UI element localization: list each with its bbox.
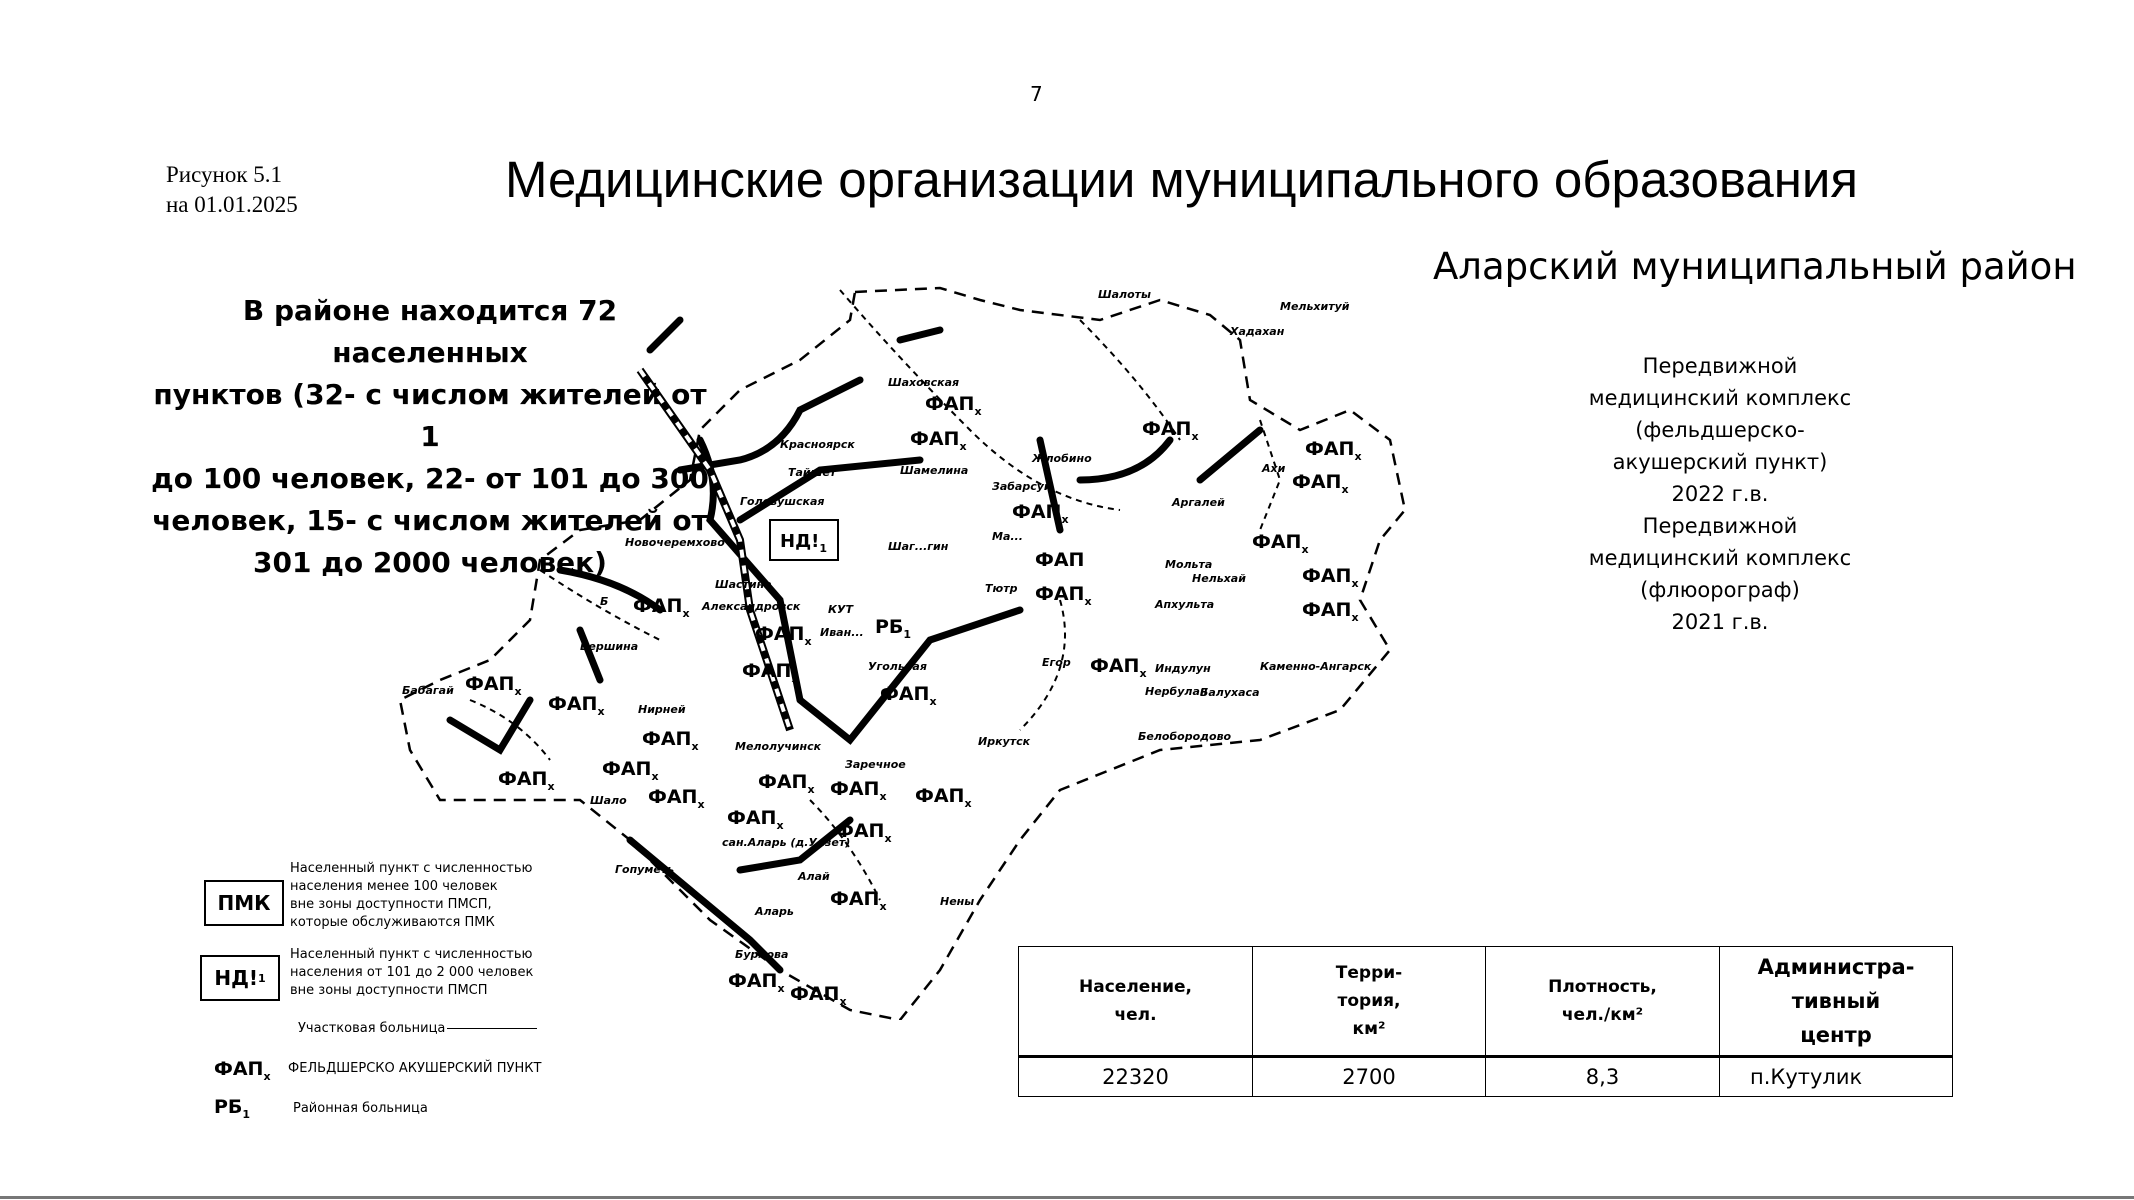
figure-number: Рисунок 5.1 bbox=[166, 162, 282, 187]
mobile-line: 2022 г.в. bbox=[1671, 482, 1769, 506]
place-name: Индулун bbox=[1155, 662, 1211, 675]
place-name: Мольта bbox=[1165, 558, 1213, 571]
fap-marker: $ФАП_х$ bbox=[830, 778, 887, 803]
place-name: Заречное bbox=[845, 758, 906, 771]
place-name: Шалоты bbox=[1098, 288, 1151, 301]
place-name: Каменно-Ангарск bbox=[1260, 660, 1372, 673]
fap-marker: $ФАП_х$ bbox=[1090, 655, 1147, 680]
place-name: Нирней bbox=[638, 703, 686, 716]
place-name: Нельхай bbox=[1192, 572, 1246, 585]
legend-line: которые обслуживаются ПМК bbox=[290, 915, 495, 930]
fap-marker: $ФАП_х$ bbox=[602, 758, 659, 783]
place-name: Угольная bbox=[868, 660, 927, 673]
header-population: Население, чел. bbox=[1019, 947, 1253, 1057]
legend-rb-text: Районная больница bbox=[293, 1101, 428, 1116]
place-name: Тайшет bbox=[788, 466, 837, 479]
main-roads bbox=[450, 320, 1260, 970]
fap-marker: $ФАП_х$ bbox=[880, 683, 937, 708]
nd-map-label: $НД!_1$ bbox=[780, 531, 827, 555]
place-name: Шаховская bbox=[888, 376, 960, 389]
place-name: Шаг...гин bbox=[888, 540, 949, 553]
page-title: Медицинские организации муниципального образования bbox=[505, 151, 1858, 208]
mobile-line: (фельдшерско- bbox=[1635, 418, 1805, 442]
place-name: Забарсуи bbox=[992, 480, 1052, 493]
mobile-line: акушерский пункт) bbox=[1612, 450, 1828, 474]
place-name: Мельхитуй bbox=[1280, 300, 1350, 313]
bottom-rule bbox=[0, 1196, 2134, 1199]
fap-marker: $ФАП_х$ bbox=[915, 785, 972, 810]
place-name: Апхульта bbox=[1155, 598, 1215, 611]
fap-marker: $ФАП_х$ bbox=[1302, 565, 1359, 590]
value-density: 8,3 bbox=[1486, 1057, 1720, 1097]
legend-nd-sub: 1 bbox=[258, 971, 266, 985]
district-stats-table bbox=[1018, 946, 1953, 1097]
fap-marker: $ФАП_х$ bbox=[642, 728, 699, 753]
place-name: сан.Аларь (д.Улзет) bbox=[722, 836, 851, 849]
legend-line: населения от 101 до 2 000 человек bbox=[290, 965, 534, 980]
fap-marker: $ФАП_х$ bbox=[910, 428, 967, 453]
mobile-line: (флюорограф) bbox=[1640, 578, 1800, 602]
place-name: Егор bbox=[1042, 656, 1071, 669]
place-name: Шало bbox=[590, 794, 627, 807]
fap-marker: $ФАП_х$ bbox=[925, 393, 982, 418]
fap-marker: $ФАП_х$ bbox=[1252, 531, 1309, 556]
district-boundary bbox=[400, 288, 1405, 1020]
fap-marker: $ФАП_х$ bbox=[755, 623, 812, 648]
page-number: 7 bbox=[1030, 82, 1043, 106]
place-name: Головушская bbox=[740, 495, 825, 508]
fap-marker: $ФАП_х$ bbox=[835, 820, 892, 845]
fap-marker: $ФАП_х$ bbox=[1142, 418, 1199, 443]
legend-line: Населенный пункт с численностью bbox=[290, 861, 533, 876]
fap-marker: ФАП bbox=[1035, 549, 1085, 571]
fap-marker: $ФАП_х$ bbox=[548, 693, 605, 718]
district-map bbox=[380, 280, 1410, 1020]
mobile-complexes-note bbox=[1570, 350, 1870, 638]
fap-marker: $ФАП_х$ bbox=[1035, 583, 1092, 608]
place-name: Аларь bbox=[755, 905, 794, 918]
fap-marker: $ФАП_х$ bbox=[758, 771, 815, 796]
legend-pmk-text bbox=[290, 860, 532, 932]
legend-nd-label: НД! bbox=[214, 966, 258, 990]
table-header-row bbox=[1019, 947, 1953, 1057]
place-name: Ма... bbox=[992, 530, 1023, 543]
place-name: Хадахан bbox=[1230, 325, 1285, 338]
summary-line: В районе находится 72 населенных bbox=[242, 294, 618, 369]
fap-marker: $ФАП_х$ bbox=[790, 983, 847, 1008]
fap-marker: $ФАП_х$ bbox=[830, 888, 887, 913]
fap-marker: $ФАП_х$ bbox=[648, 786, 705, 811]
summary-line: до 100 человек, 22- от 101 до 300 bbox=[151, 462, 709, 495]
mobile-line: медицинский комплекс bbox=[1588, 386, 1852, 410]
header-density: Плотность, чел./км² bbox=[1486, 947, 1720, 1057]
place-name: Мелолучинск bbox=[735, 740, 822, 753]
place-name: Жлобино bbox=[1032, 452, 1092, 465]
legend-rb-symbol: $РБ_1$ bbox=[214, 1096, 251, 1121]
place-name: Гопуметь bbox=[615, 863, 675, 876]
header-territory: Терри- тория, км² bbox=[1253, 947, 1486, 1057]
place-name: Шастина bbox=[715, 578, 772, 591]
legend-line: вне зоны доступности ПМСП bbox=[290, 983, 488, 998]
value-territory: 2700 bbox=[1253, 1057, 1486, 1097]
place-name: КУТ bbox=[828, 603, 853, 616]
legend-nd-text bbox=[290, 946, 533, 1000]
place-name: Бурлова bbox=[735, 948, 789, 961]
legend-line: вне зоны доступности ПМСП, bbox=[290, 897, 492, 912]
place-name: Бабагай bbox=[402, 684, 454, 697]
mobile-line: 2021 г.в. bbox=[1671, 610, 1769, 634]
legend-hospital-label: Участковая больница bbox=[298, 1021, 446, 1036]
place-name: Иркутск bbox=[978, 735, 1031, 748]
place-name: Ахи bbox=[1262, 462, 1286, 475]
fap-marker: $ФАП_х$ bbox=[742, 660, 799, 685]
place-name: Б bbox=[600, 595, 609, 608]
legend-fap-text: ФЕЛЬДШЕРСКО АКУШЕРСКИЙ ПУНКТ bbox=[288, 1061, 542, 1076]
place-name: Новочеремхово bbox=[625, 536, 725, 549]
legend-hospital-line bbox=[298, 1020, 537, 1038]
fap-marker: $ФАП_х$ bbox=[498, 768, 555, 793]
district-hospital-marker: $РБ_1$ bbox=[875, 616, 912, 641]
mobile-line: Передвижной bbox=[1642, 514, 1798, 538]
place-name: Нербулан bbox=[1145, 685, 1208, 698]
figure-date: на 01.01.2025 bbox=[166, 192, 298, 217]
district-name: Аларский муниципальный район bbox=[1433, 245, 2077, 288]
fap-marker: $ФАП_х$ bbox=[1012, 501, 1069, 526]
legend-line: населения менее 100 человек bbox=[290, 879, 498, 894]
table-row bbox=[1019, 1057, 1953, 1097]
figure-label bbox=[166, 160, 298, 220]
place-name: Вершина bbox=[580, 640, 639, 653]
fap-marker: $ФАП_х$ bbox=[727, 807, 784, 832]
legend-pmk-box: ПМК bbox=[204, 880, 284, 926]
fap-marker: $ФАП_х$ bbox=[1302, 599, 1359, 624]
summary-line: пунктов (32- с числом жителей от 1 bbox=[153, 378, 707, 453]
legend-nd-box bbox=[200, 955, 280, 1001]
fap-marker: $ФАП_х$ bbox=[1292, 471, 1349, 496]
fap-marker: $ФАП_х$ bbox=[465, 673, 522, 698]
header-admin-center: Администра- тивный центр bbox=[1720, 947, 1953, 1057]
legend-line-sample bbox=[447, 1028, 537, 1029]
place-name: Аргалей bbox=[1172, 496, 1225, 509]
summary-line: человек, 15- с числом жителей от bbox=[152, 504, 708, 537]
mobile-line: медицинский комплекс bbox=[1588, 546, 1852, 570]
place-name: Иван... bbox=[820, 626, 864, 639]
fap-marker: $ФАП_х$ bbox=[728, 970, 785, 995]
place-name: Белобородово bbox=[1138, 730, 1232, 743]
fap-marker: $ФАП_х$ bbox=[633, 595, 690, 620]
fap-markers bbox=[465, 393, 1362, 1008]
legend-line: Населенный пункт с численностью bbox=[290, 947, 533, 962]
place-name: Тютр bbox=[985, 582, 1018, 595]
place-name: Александровск bbox=[702, 600, 801, 613]
mobile-line: Передвижной bbox=[1642, 354, 1798, 378]
place-name: Алай bbox=[798, 870, 830, 883]
value-admin-center: п.Кутулик bbox=[1720, 1057, 1953, 1097]
place-name: Нены bbox=[940, 895, 975, 908]
place-name: Красноярск bbox=[780, 438, 855, 451]
legend-fap-symbol: $ФАП_х$ bbox=[214, 1058, 271, 1083]
place-name: Балухаса bbox=[1200, 686, 1260, 699]
fap-marker: $ФАП_х$ bbox=[1305, 438, 1362, 463]
summary-line: 301 до 2000 человек) bbox=[253, 546, 607, 579]
place-name: Шамелина bbox=[900, 464, 969, 477]
value-population: 22320 bbox=[1019, 1057, 1253, 1097]
